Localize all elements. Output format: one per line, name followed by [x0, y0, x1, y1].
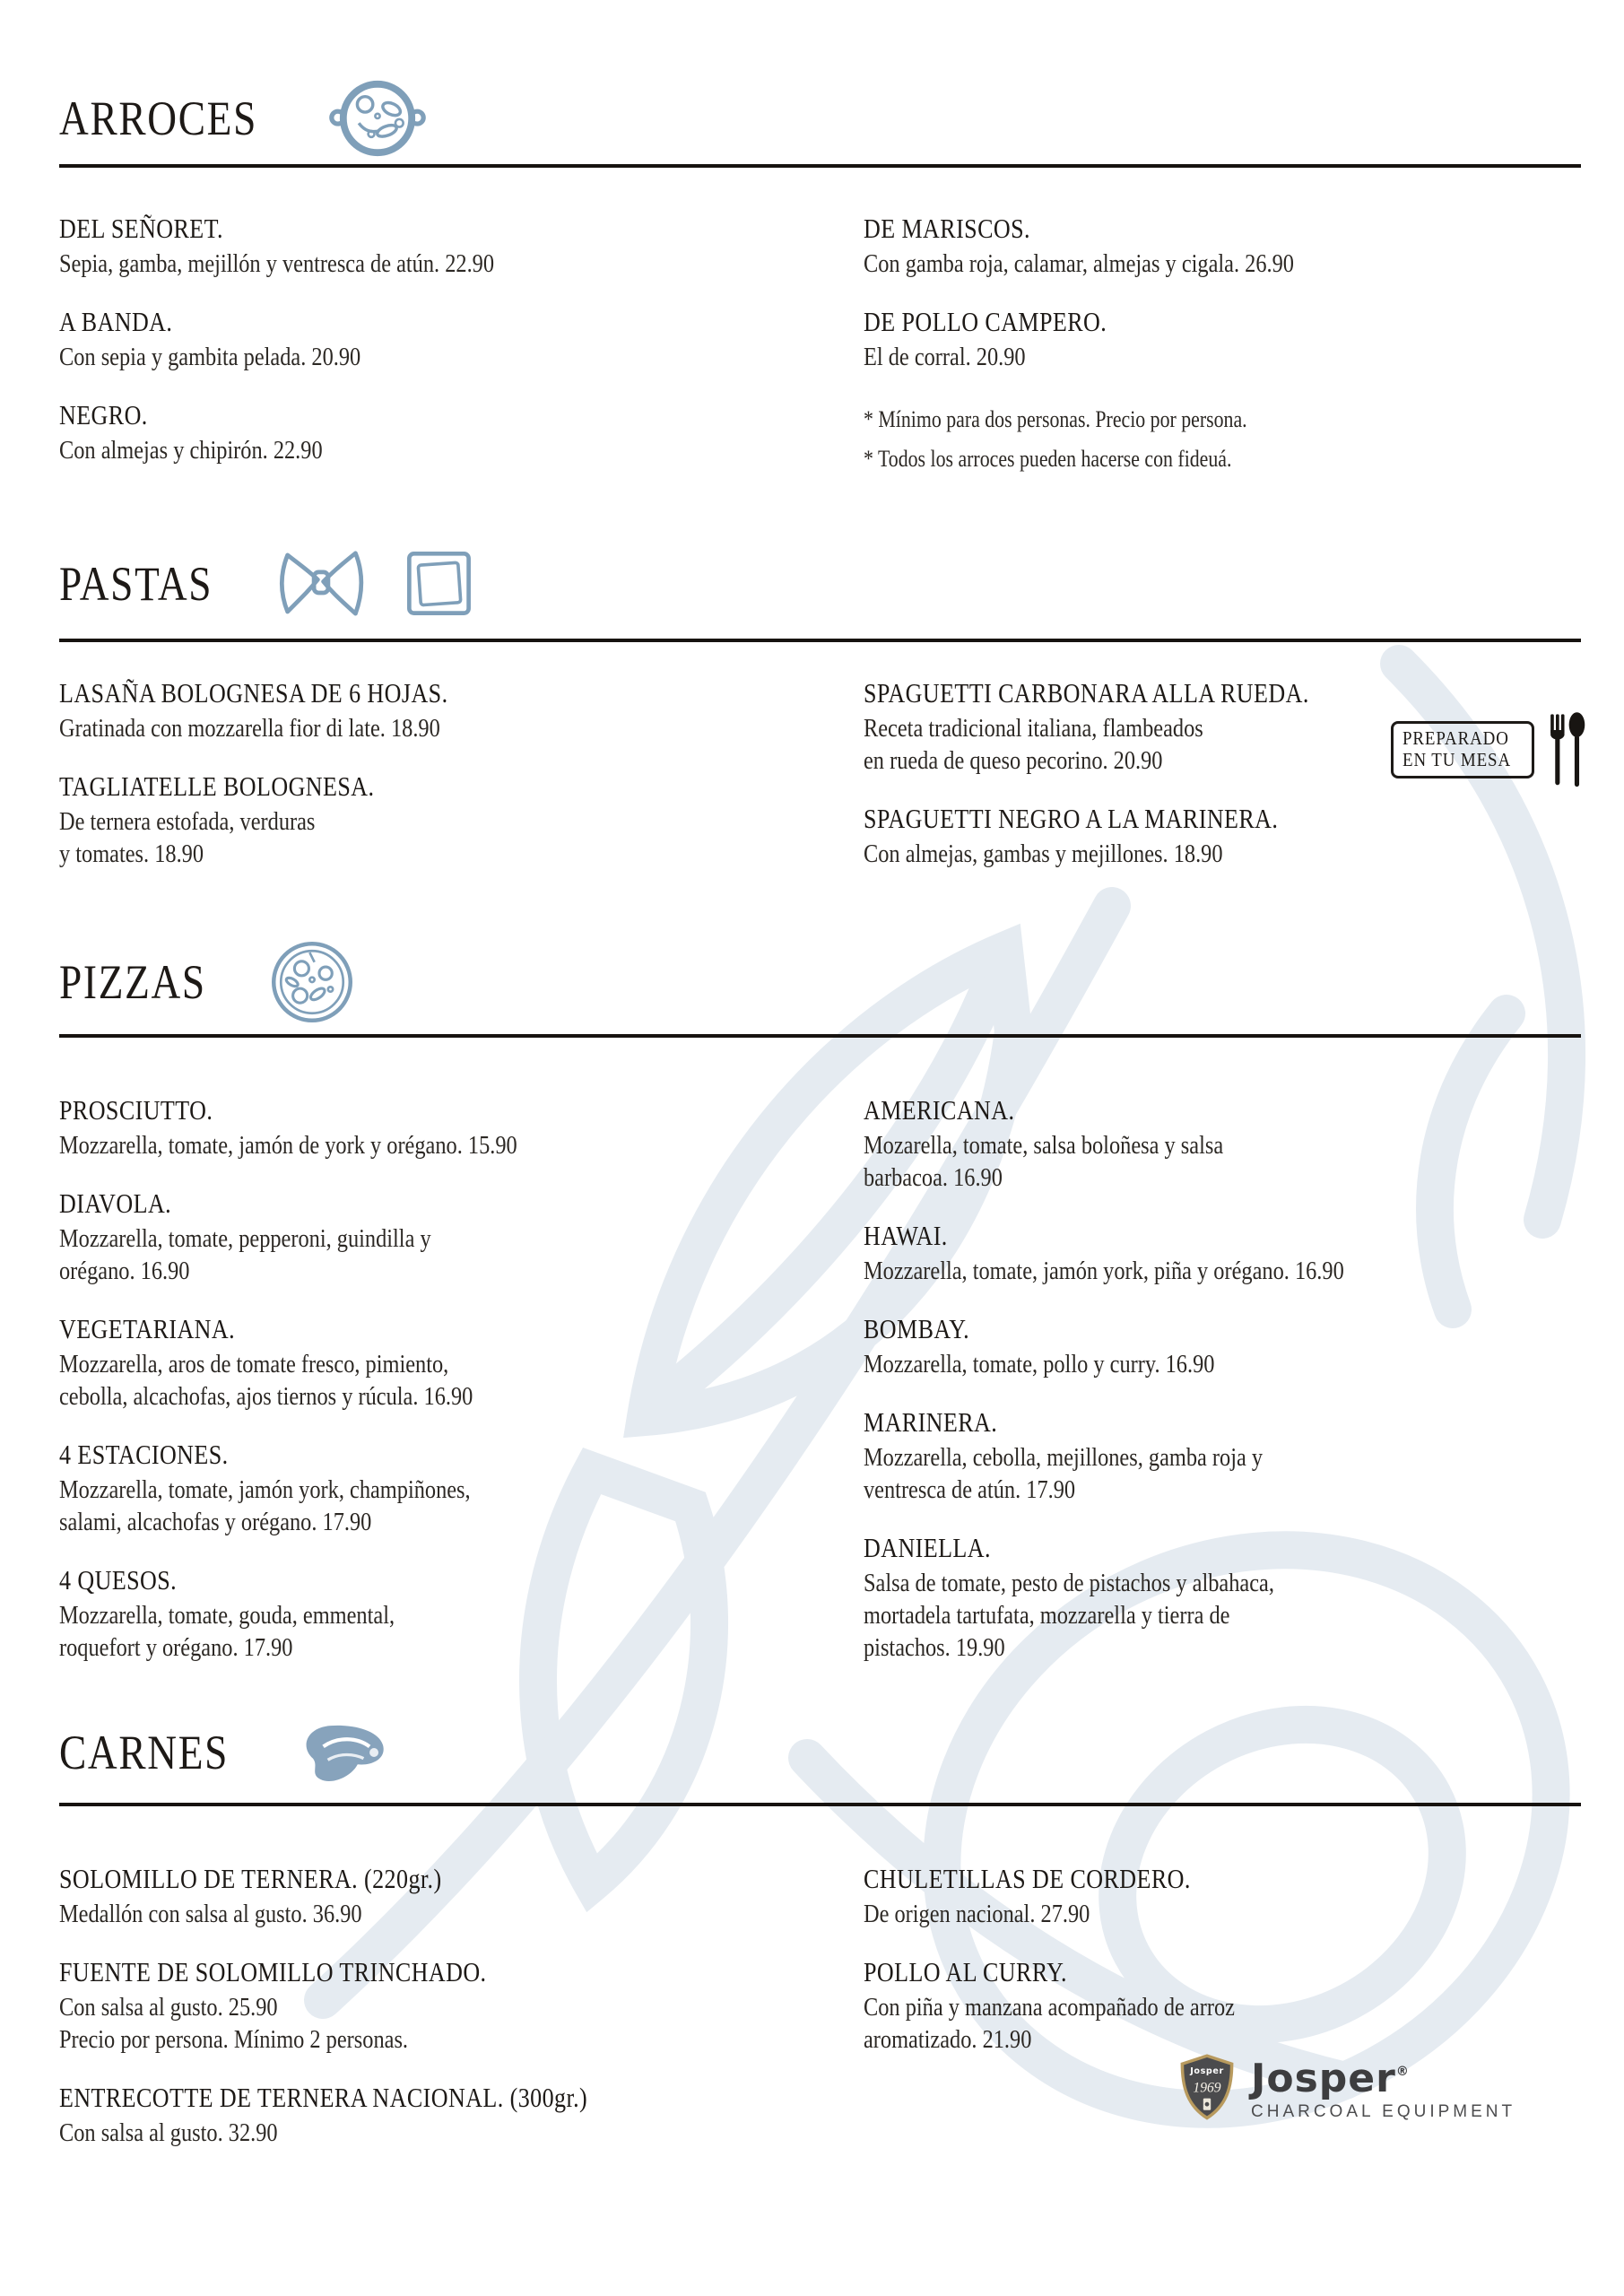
badge-frame — [1391, 721, 1534, 778]
dish-name: PROSCIUTTO. — [59, 1094, 213, 1126]
dish-name: NEGRO. — [59, 399, 148, 430]
josper-shield-year: 1969 — [1193, 2080, 1221, 2096]
dish-desc: Con gamba roja, calamar, almejas y cigala. 26.90 — [864, 249, 1294, 278]
josper-wordmark — [1251, 2053, 1515, 2101]
dish-name: DIAVOLA. — [59, 1187, 172, 1219]
dish-name: SPAGUETTI CARBONARA ALLA RUEDA. — [864, 677, 1309, 709]
note-line: * Todos los arroces pueden hacerse con fideuá. — [864, 446, 1232, 472]
arroces-right-column — [864, 210, 1599, 479]
dish-name: POLLO AL CURRY. — [864, 1956, 1067, 1987]
menu-item — [59, 1310, 830, 1413]
dish-desc: orégano. 16.90 — [59, 1257, 190, 1285]
arroces-left-column — [59, 210, 830, 490]
section-title-pastas: PASTAS — [59, 557, 213, 611]
dish-desc: Mozzarella, aros de tomate fresco, pimiento, — [59, 1350, 449, 1378]
menu-item — [864, 210, 1599, 280]
prepared-at-table-badge — [1391, 710, 1586, 789]
section-divider — [59, 639, 1581, 642]
dish-desc: Receta tradicional italiana, flambeados — [864, 714, 1203, 743]
dish-name: A BANDA. — [59, 306, 173, 337]
ravioli-icon — [400, 544, 479, 623]
dish-desc: Mozzarella, tomate, jamón de york y orégano. 15.90 — [59, 1131, 517, 1160]
section-header-pastas — [59, 544, 479, 624]
pizza-icon — [268, 938, 356, 1026]
josper-shield-brand: Josper — [1190, 2066, 1224, 2076]
menu-item — [864, 1953, 1599, 2056]
fork-spoon-icon — [1545, 710, 1586, 789]
dish-name: DE MARISCOS. — [864, 213, 1030, 244]
carnes-left-column — [59, 1860, 848, 2172]
menu-item — [864, 1217, 1599, 1287]
menu-item — [59, 210, 830, 280]
dish-desc: El de corral. 20.90 — [864, 343, 1026, 371]
dish-name: LASAÑA BOLOGNESA DE 6 HOJAS. — [59, 677, 448, 709]
farfalle-icon — [276, 544, 366, 624]
section-title-carnes: CARNES — [59, 1726, 230, 1779]
menu-item — [59, 2079, 848, 2149]
dish-desc: Mozarella, tomate, salsa boloñesa y salsa — [864, 1131, 1224, 1160]
section-title-arroces: ARROCES — [59, 91, 257, 145]
dish-desc: Mozzarella, tomate, jamón york, piña y orégano. 16.90 — [864, 1257, 1344, 1285]
dish-name: CHULETILLAS DE CORDERO. — [864, 1863, 1191, 1894]
menu-item — [864, 1091, 1599, 1194]
dish-name: 4 ESTACIONES. — [59, 1439, 229, 1470]
section-notes — [864, 400, 1599, 479]
josper-logo — [1177, 2052, 1515, 2122]
dish-desc: De origen nacional. 27.90 — [864, 1900, 1090, 1928]
menu-item — [59, 1953, 848, 2056]
menu-item — [864, 1404, 1599, 1506]
dish-name: DEL SEÑORET. — [59, 213, 223, 244]
dish-desc: salami, alcachofas y orégano. 17.90 — [59, 1508, 372, 1536]
menu-item — [59, 1436, 830, 1538]
dish-desc: Con salsa al gusto. 25.90 — [59, 1993, 278, 2022]
dish-desc: Mozzarella, tomate, jamón york, champiñones, — [59, 1475, 471, 1504]
pizzas-right-column — [864, 1091, 1599, 1687]
dish-desc: cebolla, alcachofas, ajos tiernos y rúcula. 16.90 — [59, 1382, 473, 1411]
menu-item — [59, 1860, 848, 1930]
dish-desc: Medallón con salsa al gusto. 36.90 — [59, 1900, 362, 1928]
menu-item — [59, 674, 830, 744]
dish-name: DANIELLA. — [864, 1532, 991, 1563]
dish-desc: Con sepia y gambita pelada. 20.90 — [59, 343, 361, 371]
registered-mark: ® — [1395, 2064, 1410, 2079]
dish-desc: Mozzarella, tomate, pepperoni, guindilla y — [59, 1224, 431, 1253]
dish-desc: Con salsa al gusto. 32.90 — [59, 2118, 278, 2147]
section-divider — [59, 164, 1581, 168]
dish-desc: De ternera estofada, verduras — [59, 807, 316, 836]
dish-desc: Mozzarella, cebolla, mejillones, gamba roja y — [864, 1443, 1264, 1472]
dish-desc: Mozzarella, tomate, pollo y curry. 16.90 — [864, 1350, 1215, 1378]
dish-name: SOLOMILLO DE TERNERA. (220gr.) — [59, 1863, 442, 1894]
dish-name: 4 QUESOS. — [59, 1564, 178, 1596]
dish-desc: Salsa de tomate, pesto de pistachos y albahaca, — [864, 1569, 1274, 1597]
section-header-pizzas — [59, 938, 356, 1026]
dish-desc: Con almejas, gambas y mejillones. 18.90 — [864, 839, 1223, 868]
josper-brand-text: Josper — [1251, 2055, 1396, 2101]
menu-item — [864, 1310, 1599, 1380]
section-title-pizzas: PIZZAS — [59, 955, 206, 1009]
dish-name: VEGETARIANA. — [59, 1313, 236, 1344]
dish-desc: barbacoa. 16.90 — [864, 1163, 1003, 1192]
josper-tagline: CHARCOAL EQUIPMENT — [1251, 2101, 1516, 2121]
note-line: * Mínimo para dos personas. Precio por persona. — [864, 406, 1247, 432]
menu-item — [864, 800, 1599, 870]
pastas-right-column — [864, 674, 1599, 893]
dish-name: TAGLIATELLE BOLOGNESA. — [59, 770, 375, 802]
dish-name: BOMBAY. — [864, 1313, 970, 1344]
dish-desc: pistachos. 19.90 — [864, 1633, 1005, 1662]
dish-name: SPAGUETTI NEGRO A LA MARINERA. — [864, 803, 1279, 834]
dish-desc: Gratinada con mozzarella fior di late. 18.90 — [59, 714, 440, 743]
menu-item — [864, 1529, 1599, 1664]
dish-name: MARINERA. — [864, 1406, 998, 1438]
paella-pan-icon — [329, 77, 426, 160]
section-header-arroces — [59, 77, 426, 160]
carnes-right-column — [864, 1860, 1599, 2237]
menu-item — [864, 1860, 1599, 1930]
menu-item — [59, 303, 830, 373]
dish-desc: roquefort y orégano. 17.90 — [59, 1633, 293, 1662]
dish-desc: Precio por persona. Mínimo 2 personas. — [59, 2025, 409, 2054]
menu-item — [59, 396, 830, 466]
dish-name: DE POLLO CAMPERO. — [864, 306, 1107, 337]
menu-item — [59, 1561, 830, 1664]
dish-desc: Con piña y manzana acompañado de arroz — [864, 1993, 1235, 2022]
dish-desc: aromatizado. 21.90 — [864, 2025, 1032, 2054]
section-divider — [59, 1803, 1581, 1806]
menu-item — [59, 1091, 830, 1161]
menu-item — [59, 1185, 830, 1287]
badge-text: EN TU MESA — [1403, 749, 1512, 770]
dish-desc: Sepia, gamba, mejillón y ventresca de atún. 22.90 — [59, 249, 495, 278]
pizzas-left-column — [59, 1091, 830, 1687]
badge-text: PREPARADO — [1403, 727, 1509, 749]
menu-item — [59, 768, 830, 870]
dish-desc: y tomates. 18.90 — [59, 839, 204, 868]
dish-desc: mortadela tartufata, mozzarella y tierra de — [864, 1601, 1230, 1630]
dish-desc: Con almejas y chipirón. 22.90 — [59, 436, 323, 465]
pastas-left-column — [59, 674, 830, 893]
dish-name: ENTRECOTTE DE TERNERA NACIONAL. (300gr.) — [59, 2082, 588, 2113]
steak-icon — [295, 1715, 392, 1790]
dish-name: AMERICANA. — [864, 1094, 1015, 1126]
section-header-carnes — [59, 1715, 392, 1790]
section-divider — [59, 1034, 1581, 1038]
dish-name: FUENTE DE SOLOMILLO TRINCHADO. — [59, 1956, 487, 1987]
dish-name: HAWAI. — [864, 1220, 948, 1251]
menu-item — [864, 303, 1599, 373]
dish-desc: ventresca de atún. 17.90 — [864, 1475, 1076, 1504]
dish-desc: en rueda de queso pecorino. 20.90 — [864, 746, 1163, 775]
josper-shield-icon — [1177, 2052, 1237, 2122]
dish-desc: Mozzarella, tomate, gouda, emmental, — [59, 1601, 395, 1630]
